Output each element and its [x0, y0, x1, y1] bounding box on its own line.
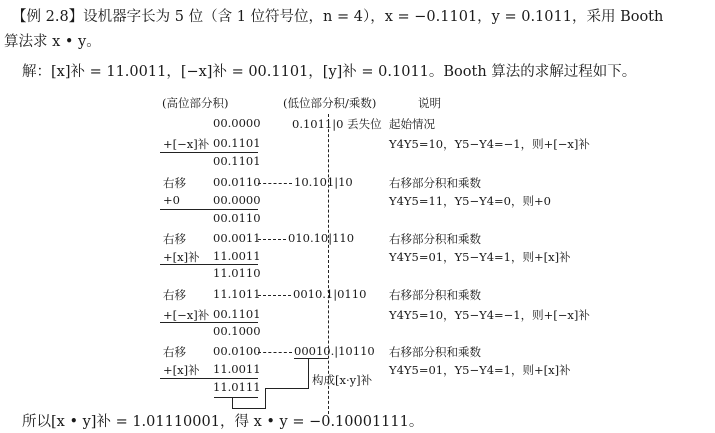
bracket-right — [308, 358, 309, 388]
sum-line — [160, 264, 258, 265]
cell-high: 11.0111 — [213, 380, 261, 394]
cell-op: +[x]补 — [163, 363, 200, 377]
result-underline — [214, 397, 258, 398]
result-label: 构成[x·y]补 — [312, 373, 373, 387]
cell-op: 右移 — [163, 176, 186, 190]
cell-low: 0.1011|0 丢失位 — [292, 117, 382, 131]
cell-note: Y4Y5=11，Y5−Y4=0，则+0 — [389, 194, 551, 208]
cell-op: 右移 — [163, 288, 186, 302]
cell-low: 0010.1|0110 — [293, 287, 367, 301]
sum-line — [160, 378, 258, 379]
vertical-dashed-separator — [328, 114, 329, 414]
cell-note: 右移部分积和乘数 — [389, 288, 481, 302]
header-note: 说明 — [418, 96, 441, 110]
cell-high: 00.0110 — [213, 175, 261, 189]
dashed-connector — [258, 295, 291, 296]
cell-op: +[−x]补 — [163, 137, 210, 151]
intro-line-2: 算法求 x • y。 — [4, 34, 101, 50]
cell-op: 右移 — [163, 232, 186, 246]
cell-note: 起始情况 — [389, 117, 435, 131]
cell-op: +[−x]补 — [163, 308, 210, 322]
cell-op: 右移 — [163, 345, 186, 359]
cell-note: Y4Y5=01，Y5−Y4=1，则+[x]补 — [389, 363, 571, 377]
cell-high: 00.0110 — [213, 211, 261, 225]
cell-high: 11.1011 — [213, 287, 261, 301]
cell-note: 右移部分积和乘数 — [389, 176, 481, 190]
cell-note: 右移部分积和乘数 — [389, 345, 481, 359]
cell-high: 00.1101 — [213, 307, 261, 321]
dashed-connector — [258, 239, 286, 240]
intro-line-3: 解：[x]补 = 11.0011，[−x]补 = 00.1101，[y]补 = 0.1011。Booth 算法的求解过程如下。 — [22, 64, 637, 80]
cell-high: 11.0110 — [213, 266, 261, 280]
cell-high: 00.0000 — [213, 116, 261, 130]
cell-note: Y4Y5=01，Y5−Y4=1，则+[x]补 — [389, 250, 571, 264]
cell-high: 00.1000 — [213, 324, 261, 338]
result-underline — [294, 358, 328, 359]
cell-note: Y4Y5=10，Y5−Y4=−1，则+[−x]补 — [389, 137, 590, 151]
dashed-connector — [258, 352, 292, 353]
cell-low: 010.10|110 — [288, 231, 355, 245]
cell-low: 00010.|10110 — [294, 344, 375, 358]
header-high: (高位部分积) — [162, 96, 229, 110]
cell-op: +0 — [163, 193, 180, 207]
cell-op: +[x]补 — [163, 250, 200, 264]
cell-high: 00.0100 — [213, 344, 261, 358]
sum-line — [160, 322, 258, 323]
cell-high: 00.1101 — [213, 136, 261, 150]
cell-high: 11.0011 — [213, 249, 261, 263]
cell-note: 右移部分积和乘数 — [389, 232, 481, 246]
cell-high: 00.0011 — [213, 231, 261, 245]
bracket-connector — [265, 388, 266, 409]
intro-line-1: 【例 2.8】设机器字长为 5 位（含 1 位符号位，n = 4），x = −0.1101，y = 0.1011，采用 Booth — [12, 9, 664, 25]
cell-high: 00.1101 — [213, 154, 261, 168]
sum-line — [160, 209, 258, 210]
cell-high: 11.0011 — [213, 362, 261, 376]
cell-note: Y4Y5=10，Y5−Y4=−1，则+[−x]补 — [389, 308, 590, 322]
cell-low: 10.101|10 — [294, 175, 353, 189]
bracket-bottom — [232, 408, 266, 409]
conclusion: 所以[x • y]补 = 1.01110001，得 x • y = −0.10001111。 — [22, 414, 424, 430]
sum-line — [160, 152, 258, 153]
cell-high: 00.0000 — [213, 193, 261, 207]
bracket-join — [265, 388, 309, 389]
dashed-connector — [258, 183, 292, 184]
header-low: (低位部分积/乘数) — [283, 96, 377, 110]
